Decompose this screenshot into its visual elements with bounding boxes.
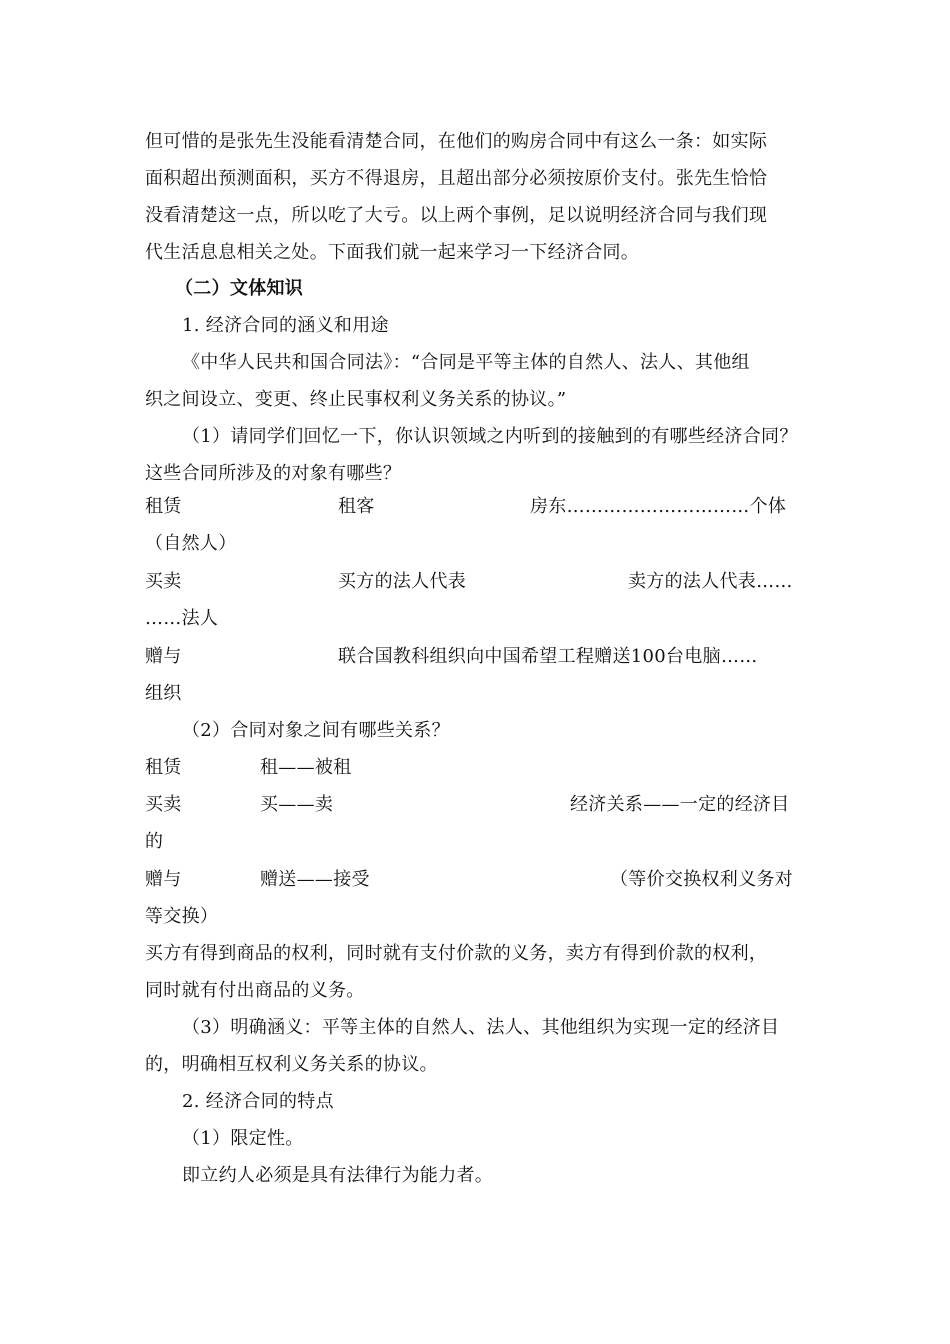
question-3-line-1: （3）明确涵义：平等主体的自然人、法人、其他组织为实现一定的经济目	[182, 1017, 780, 1038]
relation-row-gift-wrap: 等交换）	[145, 906, 219, 927]
relation-row-sale-type: 买卖	[145, 794, 182, 815]
feature-1-description: 即立约人必须是具有法律行为能力者。	[182, 1165, 494, 1186]
question-2: （2）合同对象之间有哪些关系？	[182, 720, 450, 741]
item2-heading: 2. 经济合同的特点	[182, 1091, 334, 1112]
table-row-sale-type: 买卖	[145, 571, 182, 592]
intro-line-2: 面积超出预测面积，买方不得退房，且超出部分必须按原价支付。张先生恰恰	[145, 168, 768, 189]
relation-row-sale-wrap: 的	[145, 831, 164, 852]
relation-row-gift-relation: 赠送——接受	[260, 869, 370, 890]
law-quote-line-1: 《中华人民共和国合同法》：“合同是平等主体的自然人、法人、其他组	[182, 352, 750, 373]
table-row-gift-wrap: 组织	[145, 683, 182, 704]
relation-row-lease-relation: 租——被租	[260, 757, 352, 778]
table-row-gift-party: 联合国教科组织向中国希望工程赠送100台电脑……	[338, 646, 758, 667]
table-row-sale-wrap: ……法人	[145, 608, 219, 629]
relation-row-sale-note: 经济关系——一定的经济目	[570, 794, 790, 815]
law-quote-line-2: 织之间设立、变更、终止民事权利义务关系的协议。”	[145, 389, 567, 410]
intro-line-3: 没看清楚这一点，所以吃了大亏。以上两个事例，足以说明经济合同与我们现	[145, 205, 768, 226]
relation-row-gift-note: （等价交换权利义务对	[610, 869, 793, 890]
question-1-line-2: 这些合同所涉及的对象有哪些？	[145, 463, 402, 484]
section-heading: （二）文体知识	[175, 278, 304, 299]
table-row-sale-party-b: 卖方的法人代表……	[628, 571, 793, 592]
table-row-lease-party-a: 租客	[338, 496, 375, 517]
rights-line-1: 买方有得到商品的权利，同时就有支付价款的义务，卖方有得到价款的权利，	[145, 943, 768, 964]
relation-row-sale-relation: 买——卖	[260, 794, 334, 815]
intro-line-1: 但可惜的是张先生没能看清楚合同，在他们的购房合同中有这么一条：如实际	[145, 131, 768, 152]
table-row-sale-party-a: 买方的法人代表	[338, 571, 467, 592]
table-row-lease-wrap: （自然人）	[145, 533, 237, 554]
feature-1-title: （1）限定性。	[182, 1128, 304, 1149]
rights-line-2: 同时就有付出商品的义务。	[145, 980, 365, 1001]
question-1-line-1: （1）请同学们回忆一下，你认识领域之内听到的接触到的有哪些经济合同？	[182, 426, 798, 447]
relation-row-gift-type: 赠与	[145, 869, 182, 890]
table-row-gift-type: 赠与	[145, 646, 182, 667]
item1-heading: 1. 经济合同的涵义和用途	[182, 315, 389, 336]
question-3-line-2: 的，明确相互权利义务关系的协议。	[145, 1054, 438, 1075]
relation-row-lease-type: 租赁	[145, 757, 182, 778]
intro-line-4: 代生活息息相关之处。下面我们就一起来学习一下经济合同。	[145, 242, 640, 263]
table-row-lease-party-b: 房东…………………………个体	[530, 496, 787, 517]
table-row-lease-type: 租赁	[145, 496, 182, 517]
